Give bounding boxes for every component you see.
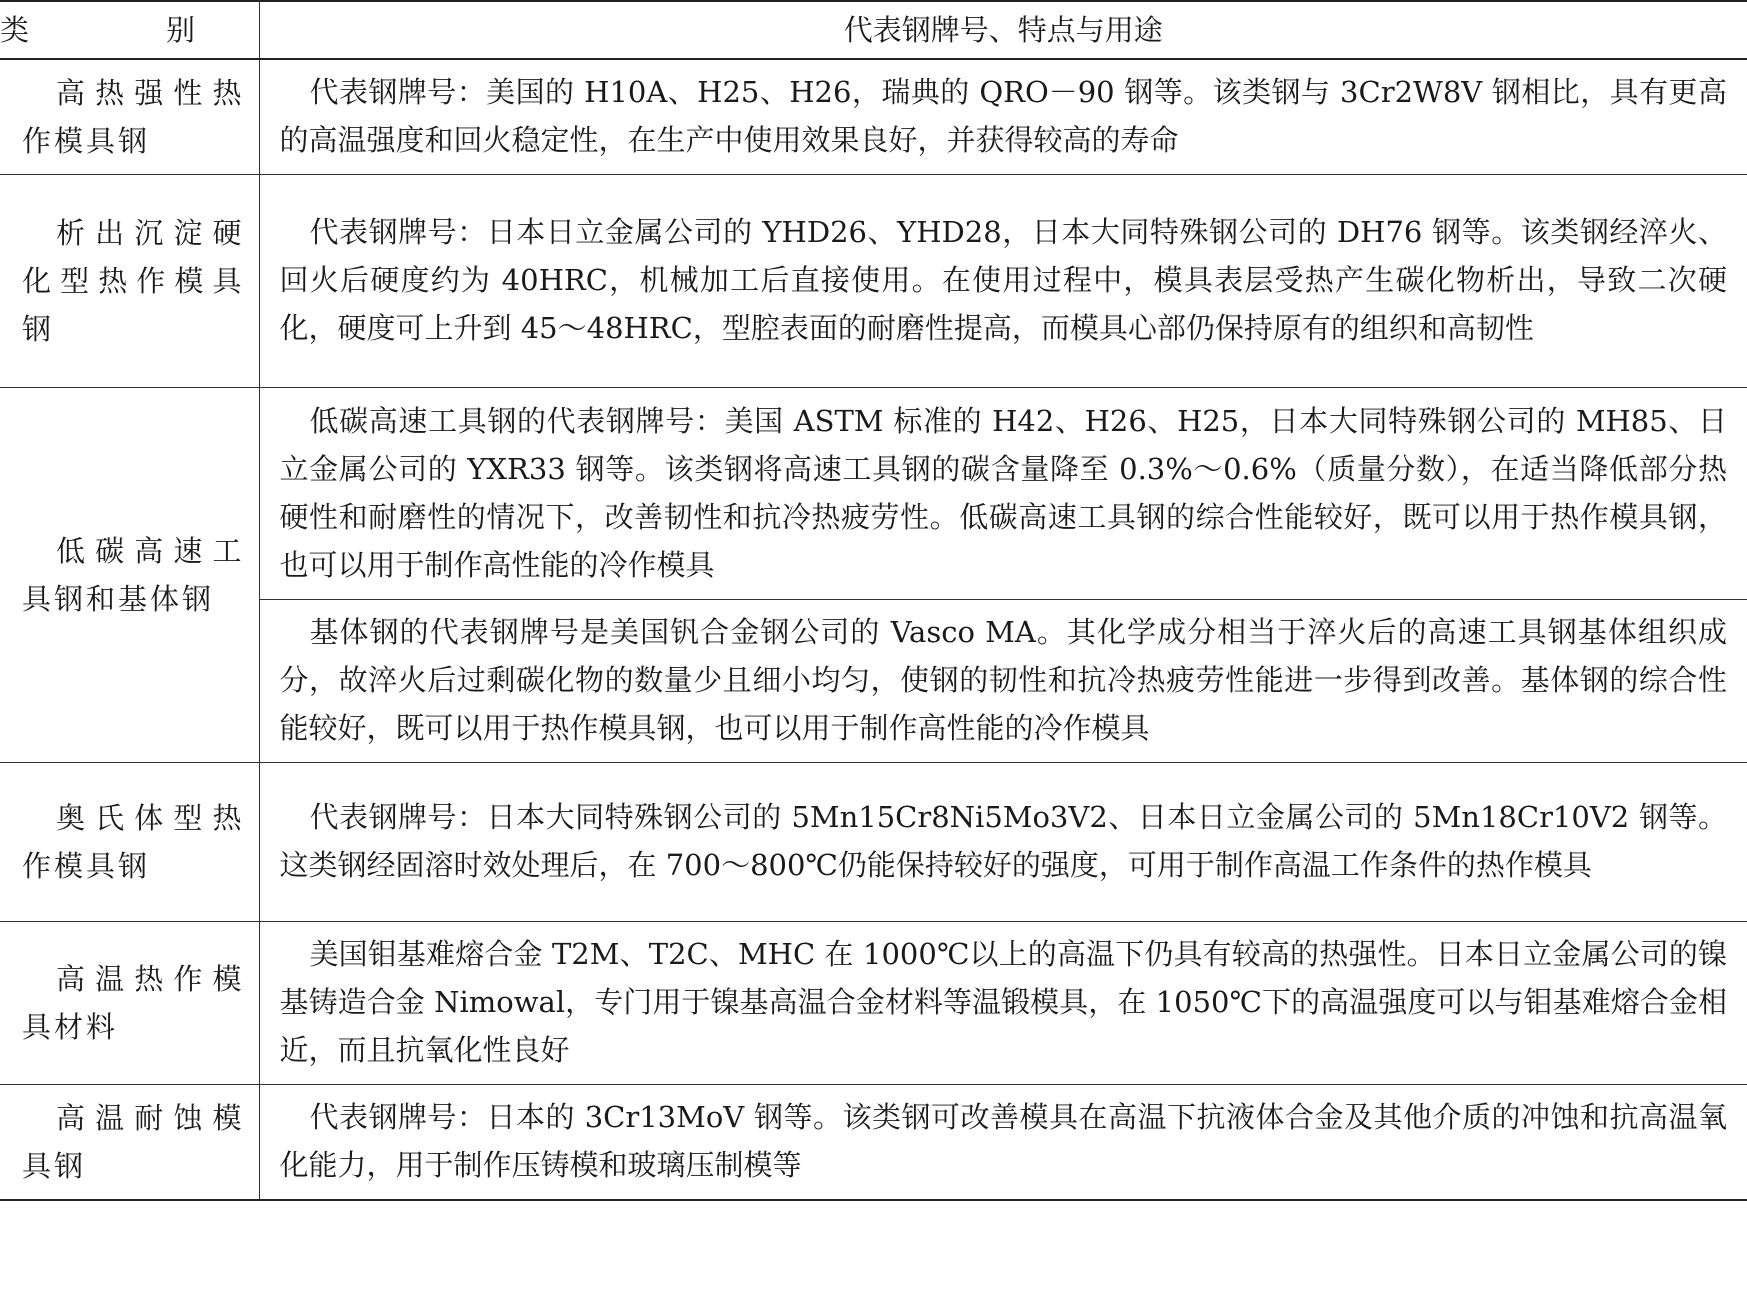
table-row [0,1085,1747,1201]
description-text: 基体钢的代表钢牌号是美国钒合金钢公司的 Vasco MA。其化学成分相当于淬火后的高速工具钢基体组织成分，故淬火后过剩碳化物的数量少且细小均匀，使钢的韧性和抗冷热疲劳性能进一步得到改善。基体钢的综合性能较好，既可以用于热作模具钢，也可以用于制作高性能的冷作模具 [279,615,1727,745]
category-text: 低碳高速工具钢和基体钢 [22,534,245,616]
description-cell [259,1085,1747,1201]
header-description: 代表钢牌号、特点与用途 [259,1,1747,59]
table-header-row [0,1,1747,59]
table-subrow [0,600,1747,763]
description-text: 美国钼基难熔合金 T2M、T2C、MHC 在 1000℃以上的高温下仍具有较高的热强性。日本日立金属公司的镍基铸造合金 Nimowal，专门用于镍基高温合金材料等温锻模具，在 1050℃下的高温强度可以与钼基难熔合金相近，而且抗氧化性良好 [279,937,1727,1067]
category-text: 析出沉淀硬化型热作模具钢 [22,216,245,346]
description-cell [259,922,1747,1085]
category-cell [0,1085,259,1201]
category-cell [0,763,259,922]
category-cell [0,388,259,763]
category-cell [0,922,259,1085]
description-cell [259,388,1747,600]
description-cell [259,175,1747,388]
table-row [0,59,1747,175]
description-cell [259,59,1747,175]
table-row [0,388,1747,600]
header-category: 类 别 [0,1,259,59]
description-text: 代表钢牌号：日本日立金属公司的 YHD26、YHD28，日本大同特殊钢公司的 DH76 钢等。该类钢经淬火、回火后硬度约为 40HRC，机械加工后直接使用。在使用过程中，模具表层受热产生碳化物析出，导致二次硬化，硬度可上升到 45～48HRC，型腔表面的耐磨性提高，而模具心部仍保持原有的组织和高韧性 [279,215,1727,345]
category-cell [0,175,259,388]
description-text: 低碳高速工具钢的代表钢牌号：美国 ASTM 标准的 H42、H26、H25，日本大同特殊钢公司的 MH85、日立金属公司的 YXR33 钢等。该类钢将高速工具钢的碳含量降至 0.3%～0.6%（质量分数），在适当降低部分热硬性和耐磨性的情况下，改善韧性和抗冷热疲劳性。低碳高速工具钢的综合性能较好，既可以用于热作模具钢，也可以用于制作高性能的冷作模具 [279,403,1727,582]
category-text: 奥氏体型热作模具钢 [22,801,245,883]
category-text: 高温热作模具材料 [22,962,245,1044]
description-text: 代表钢牌号：日本的 3Cr13MoV 钢等。该类钢可改善模具在高温下抗液体合金及其他介质的冲蚀和抗高温氧化能力，用于制作压铸模和玻璃压制模等 [279,1100,1727,1182]
category-text: 高温耐蚀模具钢 [22,1101,245,1183]
table-row [0,922,1747,1085]
table-row [0,763,1747,922]
description-text: 代表钢牌号：日本大同特殊钢公司的 5Mn15Cr8Ni5Mo3V2、日本日立金属公司的 5Mn18Cr10V2 钢等。这类钢经固溶时效处理后，在 700～800℃仍能保持较好的强度，可用于制作高温工作条件的热作模具 [279,800,1727,882]
description-text: 代表钢牌号：美国的 H10A、H25、H26，瑞典的 QRO－90 钢等。该类钢与 3Cr2W8V 钢相比，具有更高的高温强度和回火稳定性，在生产中使用效果良好，并获得较高的寿命 [279,75,1727,157]
description-cell [259,600,1747,763]
table-row [0,175,1747,388]
category-cell [0,59,259,175]
category-text: 高热强性热作模具钢 [22,76,245,158]
description-cell [259,763,1747,922]
